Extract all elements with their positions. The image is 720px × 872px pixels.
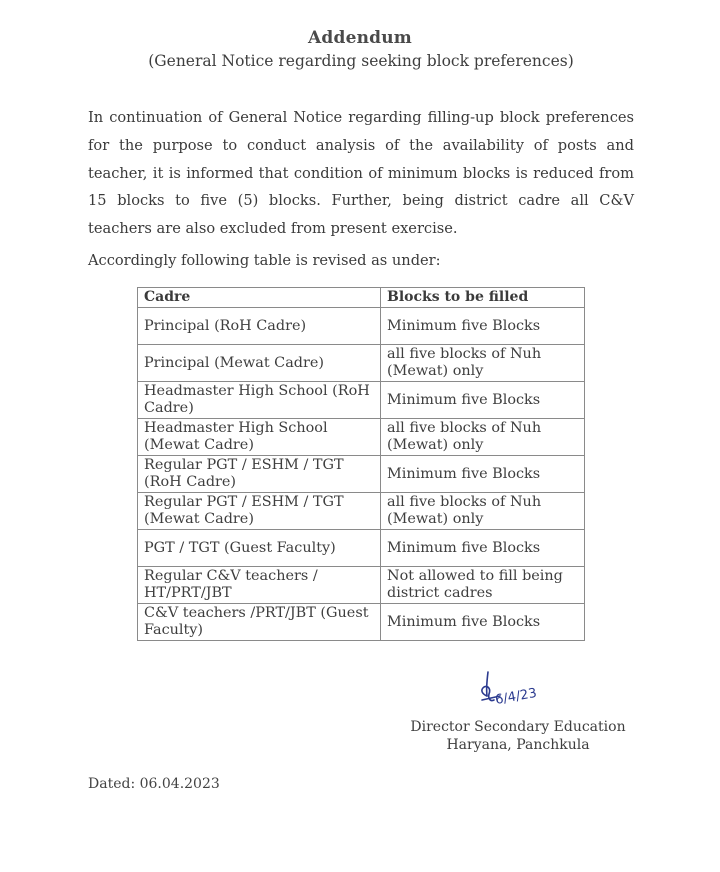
dated-line: Dated: 06.04.2023 (88, 776, 220, 792)
cell-cadre: PGT / TGT (Guest Faculty) (138, 530, 381, 567)
designation-line-1: Director Secondary Education (410, 719, 626, 735)
cell-blocks: Minimum five Blocks (381, 456, 585, 493)
document-title: Addendum (308, 28, 412, 48)
cell-cadre: C&V teachers /PRT/JBT (Guest Faculty) (138, 604, 381, 641)
table-intro-line: Accordingly following table is revised as under: (88, 252, 441, 269)
table-row (138, 530, 585, 567)
cell-blocks: all five blocks of Nuh (Mewat) only (381, 419, 585, 456)
cell-blocks: Minimum five Blocks (381, 382, 585, 419)
cell-cadre: Regular PGT / ESHM / TGT (RoH Cadre) (138, 456, 381, 493)
cell-cadre: Principal (RoH Cadre) (138, 308, 381, 345)
cell-blocks: Minimum five Blocks (381, 530, 585, 567)
table-header-row (138, 288, 585, 308)
cell-cadre: Headmaster High School (Mewat Cadre) (138, 419, 381, 456)
table-row (138, 493, 585, 530)
signature-date: 6/4/23 (494, 685, 538, 708)
table-row (138, 456, 585, 493)
header-cadre: Cadre (138, 288, 381, 308)
signature-stroke (487, 672, 488, 696)
cell-blocks: Minimum five Blocks (381, 604, 585, 641)
cell-blocks: all five blocks of Nuh (Mewat) only (381, 345, 585, 382)
header-blocks-to-be-filled: Blocks to be filled (381, 288, 585, 308)
cadre-blocks-table (137, 287, 585, 641)
table-row (138, 382, 585, 419)
table-row (138, 604, 585, 641)
cell-blocks: Minimum five Blocks (381, 308, 585, 345)
cell-cadre: Headmaster High School (RoH Cadre) (138, 382, 381, 419)
signatory-designation (380, 718, 656, 754)
cell-blocks: all five blocks of Nuh (Mewat) only (381, 493, 585, 530)
cell-cadre: Regular C&V teachers / HT/PRT/JBT (138, 567, 381, 604)
handwritten-signature (478, 670, 558, 714)
designation-line-2: Haryana, Panchkula (446, 737, 590, 753)
body-paragraph: In continuation of General Notice regarding filling-up block preferences for the purpose to conduct analysis of the availability of posts and teacher, it is informed that condition of minimum blocks is reduced from 15 blocks to five (5) blocks. Further, being district cadre all C&V teachers are also excluded from present exercise. (88, 109, 634, 238)
table-row (138, 345, 585, 382)
document-subtitle: (General Notice regarding seeking block preferences) (148, 52, 574, 70)
cell-cadre: Principal (Mewat Cadre) (138, 345, 381, 382)
cell-cadre: Regular PGT / ESHM / TGT (Mewat Cadre) (138, 493, 381, 530)
table-row (138, 567, 585, 604)
table-row (138, 419, 585, 456)
cell-blocks: Not allowed to fill being district cadres (381, 567, 585, 604)
table-row (138, 308, 585, 345)
